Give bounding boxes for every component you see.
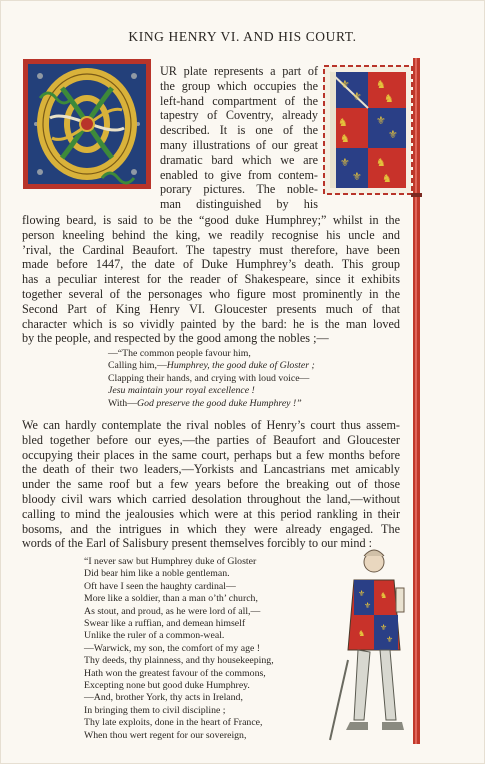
paragraph-line: bloody civil wars which carried desolation throughout the land,—without (22, 491, 400, 506)
verse-italic: Jesu maintain your royal excellence ! (108, 385, 255, 397)
svg-text:⚜: ⚜ (340, 156, 350, 169)
page-title: KING HENRY VI. AND HIS COURT. (128, 29, 357, 44)
intro-line: dramatic bard which we are (160, 152, 318, 167)
verse-line: When thou wert regent for our sovereign, (84, 729, 247, 741)
verse-italic: God preserve the good duke Humphrey !” (137, 397, 302, 409)
svg-text:♞: ♞ (376, 78, 386, 91)
paragraph-line: together several of the personages who figure most prominently in the (22, 286, 400, 301)
verse-text: With— (108, 397, 137, 409)
intro-line: left-hand compartment of the (160, 93, 318, 108)
paragraph-line: calling to mind the jealousies which were at this period rankling in their (22, 506, 400, 521)
paragraph-line: under the same roof but a few years before the breaking out of those (22, 477, 400, 492)
svg-text:⚜: ⚜ (352, 170, 362, 183)
paragraph-line: character which is so vividly painted by the bard: he is the man loved (22, 316, 400, 331)
paragraph-1 (22, 213, 400, 346)
intro-line: porary pictures. The noble- (160, 182, 318, 197)
svg-text:⚜: ⚜ (358, 589, 366, 598)
verse-italic: Humphrey, the good duke of Gloster ; (166, 360, 315, 372)
verse-text: —“The common people favour him, (108, 348, 251, 359)
svg-text:⚜: ⚜ (340, 78, 350, 91)
verse-line: As stout, and proud, as he were lord of all,— (84, 605, 261, 617)
paragraph-line: person kneeling behind the king, we readily recognise his uncle and (22, 227, 400, 242)
verse-text: Calling him,— (108, 360, 167, 372)
svg-text:♞: ♞ (384, 92, 394, 105)
paragraph-line: Second Part of King Henry VI. Gloucester presents much of that (22, 301, 400, 316)
verse-line: Swear like a ruffian, and demean himself (84, 618, 246, 630)
verse-line: More like a soldier, than a man o’th’ church, (84, 593, 258, 605)
verse-line (108, 360, 315, 372)
verse-line: Hath won the greatest favour of the commons, (84, 667, 266, 679)
verse-line: Did bear him like a noble gentleman. (84, 568, 230, 580)
knight-figure (324, 540, 414, 750)
intro-line: UR plate represents a part of (160, 64, 318, 78)
verse-line: —Warwick, my son, the comfort of my age ! (84, 642, 261, 654)
verse-line (108, 398, 315, 410)
svg-text:♞: ♞ (382, 172, 392, 185)
intro-line: described. It is one of the (160, 123, 318, 138)
svg-text:⚜: ⚜ (380, 623, 388, 632)
intro-line: enabled to give from contem- (160, 167, 318, 182)
intro-line: many illustrations of our great (160, 137, 318, 152)
verse-line: In bringing them to civil discipline ; (84, 704, 226, 716)
paragraph-line: words of the Earl of Salisbury present themselves forcibly to our mind : (22, 536, 372, 551)
svg-text:⚜: ⚜ (386, 635, 394, 644)
intro-line: the group which occupies the (160, 78, 318, 93)
svg-text:♞: ♞ (358, 629, 366, 638)
verse-line (108, 348, 315, 360)
svg-text:⚜: ⚜ (388, 128, 398, 141)
verse-line: “I never saw but Humphrey duke of Gloster (84, 556, 257, 567)
verse-line: Thy deeds, thy plainness, and thy housekeeping, (84, 655, 274, 667)
paragraph-line: bled together before our eyes,—the parties of Beaufort and Gloucester (22, 432, 400, 447)
paragraph-line: has a peculiar interest for the reader of Shakespeare, since it exhibits (22, 272, 400, 287)
paragraph-line: the death of their two leaders,—Yorkists and Lancastrians met amicably (22, 462, 400, 477)
paragraph-line: by the people, and respected by the good among the nobles ;— (22, 331, 329, 346)
paragraph-2 (22, 418, 400, 551)
paragraph-line: made before 1447, the date of Duke Humphrey’s death. This group (22, 257, 400, 272)
verse-line (108, 385, 315, 397)
paragraph-line: bosoms, and the intrigues in which they were already engaged. The (22, 521, 400, 536)
paragraph-line: ’rival, the Cardinal Beaufort. The tapestry must therefore, have been (22, 242, 400, 257)
svg-text:⚜: ⚜ (352, 90, 362, 103)
verse-text: Clapping their hands, and crying with loud voice— (108, 372, 310, 384)
intro-line: tapestry of Coventry, already (160, 108, 318, 123)
illuminated-initial (22, 58, 152, 190)
verse-line: Thy late exploits, done in the heart of France, (84, 717, 263, 729)
verse-line (108, 373, 315, 385)
svg-text:♞: ♞ (376, 156, 386, 169)
paragraph-line: flowing beard, is said to be the “good duke Humphrey;” whilst in the (22, 213, 400, 227)
svg-text:♞: ♞ (338, 116, 348, 129)
quote-2 (84, 556, 274, 742)
paragraph-line: occupying their places in the same court, perhaps but a few months before (22, 447, 400, 462)
intro-line: man distinguished by his (160, 197, 318, 212)
paragraph-line: We can hardly contemplate the rival nobles of Henry’s court thus assem- (22, 418, 400, 432)
quote-1 (108, 348, 315, 410)
svg-text:⚜: ⚜ (376, 114, 386, 127)
verse-line: Unlike the ruler of a common-weal. (84, 630, 225, 642)
intro-text (160, 64, 318, 212)
svg-text:♞: ♞ (380, 591, 388, 600)
svg-text:♞: ♞ (340, 132, 350, 145)
verse-line: —And, brother York, thy acts in Ireland, (84, 692, 243, 704)
svg-text:⚜: ⚜ (364, 601, 372, 610)
verse-line: Excepting none but good duke Humphrey. (84, 680, 250, 692)
verse-line: Oft have I seen the haughty cardinal— (84, 580, 236, 592)
